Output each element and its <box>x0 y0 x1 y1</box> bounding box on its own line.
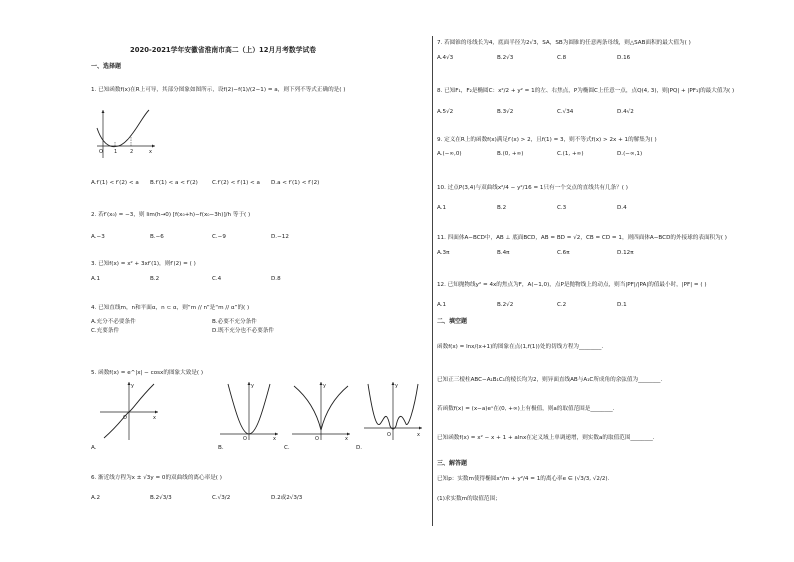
q5-graph-a <box>98 380 160 442</box>
q1-stem: 1. 已知函数f(x)在R上可导，其部分图象如图所示，设f(2)−f(1)/(2−1) = a，则下列不等式正确的是( ) <box>91 87 346 93</box>
q10-stem: 10. 过点P(3,4)与双曲线x²/4 − y²/16 = 1只有一个交点的直线共有几条？( ) <box>437 185 628 191</box>
q2-option-d: D.−12 <box>271 234 289 240</box>
q1-y-arrow <box>102 110 105 113</box>
q2-option-a: A.−3 <box>91 234 105 240</box>
exam-title: 2020-2021学年安徽省淮南市高二（上）12月月考数学试卷 <box>130 46 317 54</box>
q7-option-a: A.4√3 <box>437 55 454 61</box>
q8-option-d: D.4√2 <box>617 109 634 115</box>
q5-d-y: y <box>395 383 398 389</box>
q12-stem: 12. 已知抛物线y² = 4x的焦点为F，A(−1,0)，点P是抛物线上的动点，则当|PF|/|PA|的值最小时，|PF| = ( ) <box>437 282 707 288</box>
q10-option-d: D.4 <box>617 205 627 211</box>
q1-option-a: A.f′(1) < f′(2) < a <box>91 180 139 186</box>
q4-option-a: A.充分不必要条件 <box>91 319 136 325</box>
q9-option-a: A.(−∞,0) <box>437 151 462 157</box>
section-fill-heading: 二、填空题 <box>437 318 468 325</box>
q7-option-b: B.2√3 <box>497 55 514 61</box>
q11-option-c: C.6π <box>557 250 570 256</box>
q4-option-b: B.必要不充分条件 <box>212 319 257 325</box>
q1-option-d: D.a < f′(1) < f′(2) <box>271 180 320 186</box>
q9-stem: 9. 定义在R上的函数f(x)满足f′(x) > 2，且f(1) = 3，则不等式f(x) > 2x + 1的解集为( ) <box>437 137 657 143</box>
q3-option-a: A.1 <box>91 276 101 282</box>
q3-option-b: B.2 <box>150 276 160 282</box>
q5-b-y: y <box>251 383 254 389</box>
answer-q17: 已知p：实数m使得椭圆x²/m + y²/4 = 1的离心率e ∈ (√3/3, √2/2). <box>437 476 610 482</box>
q5-graph-d <box>362 380 424 442</box>
q5-d-x: x <box>417 432 420 438</box>
q5-graph-b <box>218 380 280 442</box>
q2-option-c: C.−9 <box>212 234 226 240</box>
q12-option-b: B.2√2 <box>497 302 514 308</box>
q6-stem: 6. 渐近线方程为x ± √3y = 0的双曲线的离心率是( ) <box>91 475 222 481</box>
q5-graph-c <box>290 380 352 442</box>
q7-option-d: D.16 <box>617 55 631 61</box>
q8-option-b: B.3√2 <box>497 109 514 115</box>
q9-option-d: D.(−∞,1) <box>617 151 643 157</box>
q5-d-origin: O <box>387 432 391 438</box>
q5-b-origin: O <box>243 436 247 442</box>
fill-q14: 已知正三棱柱ABC−A₁B₁C₁的棱长均为2，则异面直线AB与A₁C所成角的余弦值为________. <box>437 377 663 383</box>
q9-option-b: B.(0, +∞) <box>497 151 524 157</box>
q5-c-x: x <box>345 436 348 442</box>
q10-option-a: A.1 <box>437 205 447 211</box>
q5-option-d: D. <box>356 445 363 451</box>
answer-q17-part1: (1)求实数m的取值范围； <box>437 496 501 502</box>
q5-b-x: x <box>273 436 276 442</box>
q1-x-arrow <box>152 145 155 148</box>
q1-curve <box>97 110 149 147</box>
q11-option-d: D.12π <box>617 250 634 256</box>
q5-c-origin: O <box>315 436 319 442</box>
q11-stem: 11. 四面体A−BCD中，AB ⊥ 底面BCD，AB = BD = √2，CB = CD = 1，则四面体A−BCD的外接球的表面积为( ) <box>437 235 727 241</box>
q6-option-a: A.2 <box>91 495 101 501</box>
q1-option-b: B.f′(1) < a < f′(2) <box>150 180 198 186</box>
q6-option-c: C.√3/2 <box>212 495 231 501</box>
q5-a-y: y <box>131 383 134 389</box>
q4-option-c: C.充要条件 <box>91 328 120 334</box>
q9-option-c: C.(1, +∞) <box>557 151 584 157</box>
q8-stem: 8. 已知F₁，F₂是椭圆C：x²/2 + y² = 1的左、右焦点，P为椭圆C上任意一点，点Q(4, 3)，则|PQ| + |PF₁|的最大值为( ) <box>437 88 735 94</box>
q12-option-a: A.1 <box>437 302 447 308</box>
q5-c-y: y <box>323 383 326 389</box>
q1-tick-1: 1 <box>114 149 118 155</box>
q10-option-b: B.2 <box>497 205 507 211</box>
q1-x-label: x <box>149 149 152 155</box>
q2-option-b: B.−6 <box>150 234 164 240</box>
q1-origin-label: O <box>99 149 103 155</box>
fill-q15: 若函数f(x) = (x−a)eˣ在(0, +∞)上有极值，则a的取值范围是________. <box>437 406 615 412</box>
q5-option-a: A. <box>91 445 97 451</box>
q5-option-b: B. <box>218 445 224 451</box>
q7-stem: 7. 若圆锥的母线长为4，底面半径为2√3，SA，SB为圆锥的任意两条母线，则△SAB面积的最大值为( ) <box>437 40 691 46</box>
q5-a-x: x <box>153 415 156 421</box>
q12-option-d: D.1 <box>617 302 627 308</box>
q1-option-c: C.f′(2) < f′(1) < a <box>212 180 260 186</box>
q7-option-c: C.8 <box>557 55 567 61</box>
q1-figure <box>93 108 158 160</box>
q4-option-d: D.既不充分也不必要条件 <box>212 328 275 334</box>
q5-stem: 5. 函数f(x) = e^|x| − cosx的图象大致是( ) <box>91 370 204 376</box>
q3-option-c: C.4 <box>212 276 222 282</box>
q5-c-curve-right <box>321 386 348 430</box>
q3-stem: 3. 已知f(x) = x² + 3xf′(1)，则f′(2) = ( ) <box>91 261 196 267</box>
q2-stem: 2. 若f′(x₀) = −3，则 lim(h→0) [f(x₀+h)−f(x₀−3h)]/h 等于( ) <box>91 212 251 218</box>
q5-c-curve-left <box>294 386 321 430</box>
section-answer-heading: 三、解答题 <box>437 460 468 467</box>
q10-option-c: C.3 <box>557 205 567 211</box>
fill-q16: 已知函数f(x) = x² − x + 1 + alnx在定义域上单调递增，则实数a的取值范围________. <box>437 435 655 441</box>
q1-tick-2: 2 <box>130 149 134 155</box>
q6-option-b: B.2√3/3 <box>150 495 172 501</box>
q12-option-c: C.2 <box>557 302 567 308</box>
column-divider <box>432 36 433 526</box>
q4-stem: 4. 已知直线m，n和平面α，n ⊂ α，则“m // n”是“m // α”的( ) <box>91 305 250 311</box>
q6-option-d: D.2或2√3/3 <box>271 495 303 501</box>
section-choice-heading: 一、选择题 <box>91 63 122 70</box>
q5-a-origin: O <box>123 415 127 421</box>
q8-option-c: C.√34 <box>557 109 574 115</box>
fill-q13: 函数f(x) = lnx/(x+1)的图象在点(1,f(1))处的切线方程为________. <box>437 344 604 350</box>
q11-option-b: B.4π <box>497 250 510 256</box>
q5-option-c: C. <box>284 445 290 451</box>
q8-option-a: A.5√2 <box>437 109 454 115</box>
q11-option-a: A.3π <box>437 250 450 256</box>
q3-option-d: D.8 <box>271 276 281 282</box>
